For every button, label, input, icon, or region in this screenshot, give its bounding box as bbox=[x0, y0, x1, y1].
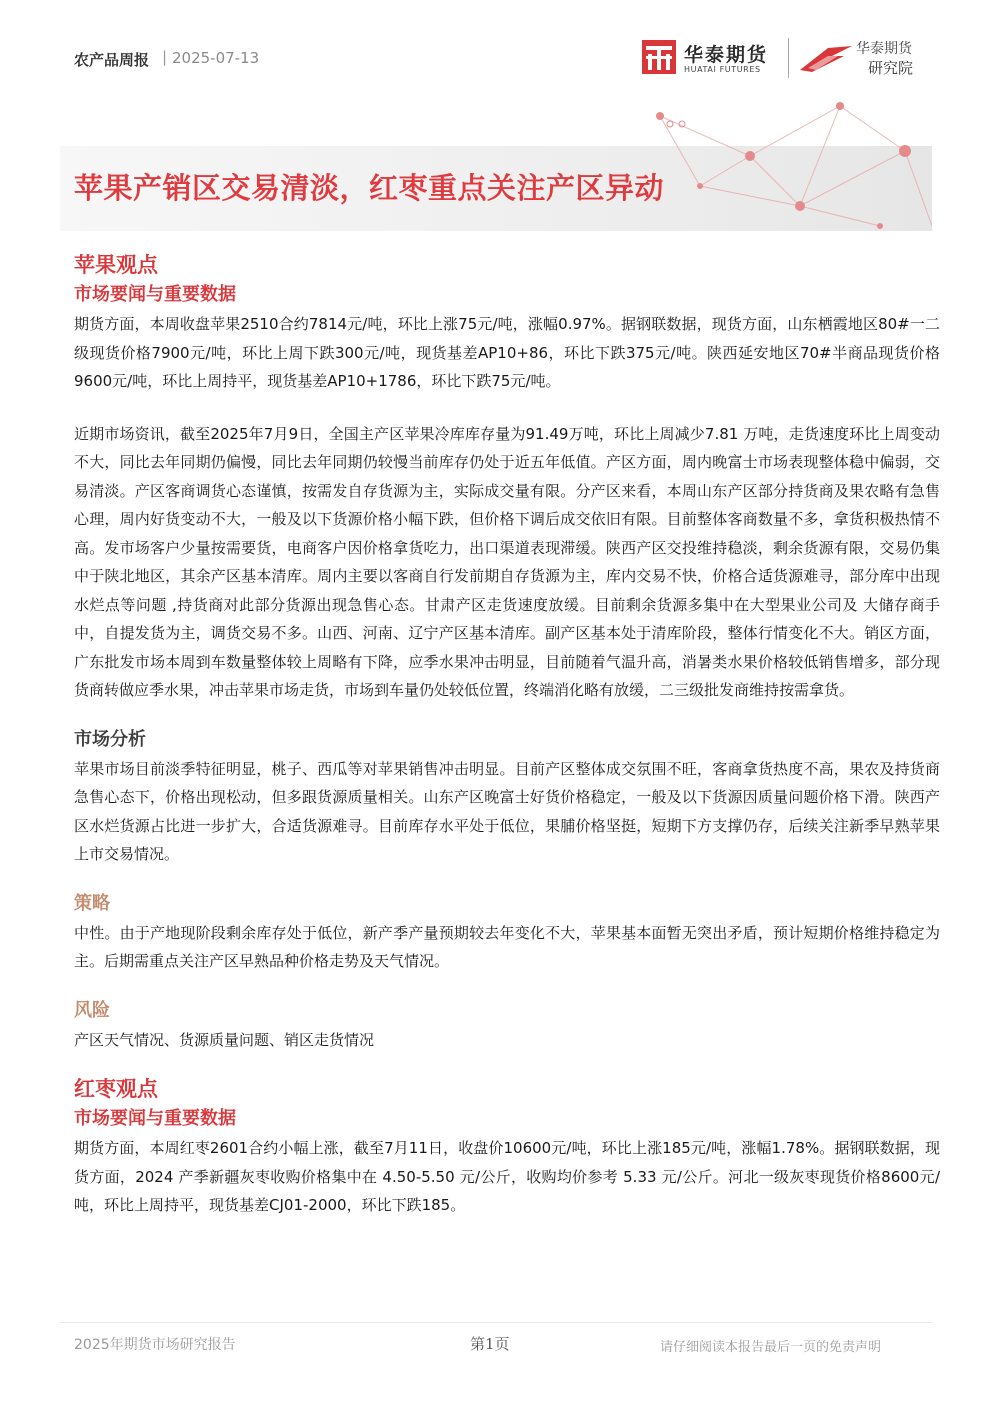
report-type: 农产品周报 bbox=[74, 51, 150, 69]
logo-divider bbox=[788, 38, 789, 78]
apple-strategy-title: 策略 bbox=[74, 892, 110, 914]
apple-analysis-title: 市场分析 bbox=[74, 728, 146, 750]
jujube-market-news-paragraph-1: 期货方面，本周红枣2601合约小幅上涨，截至7月11日，收盘价10600元/吨，环比上涨185元/吨，涨幅1.78%。据钢联数据，现货方面，2024 产季新疆灰枣收购价格集中在 4.50-5.50 元/公斤，收购均价参考 5.33 元/公斤。河北一级灰枣现货价格8600元/吨，环比上周持平，现货基差CJ01-2000，环比下跌185。 bbox=[74, 1139, 940, 1214]
huatai-logo-icon bbox=[642, 40, 676, 74]
apple-risk-title: 风险 bbox=[74, 999, 110, 1021]
report-title: 苹果产销区交易清淡，红枣重点关注产区异动 bbox=[74, 171, 665, 205]
wing-icon bbox=[798, 42, 854, 74]
apple-market-news-paragraph-1: 期货方面，本周收盘苹果2510合约7814元/吨，环比上涨75元/吨，涨幅0.97%。据钢联数据，现货方面，山东栖霞地区80#一二级现货价格7900元/吨，环比上周下跌300元/吨，现货基差AP10+86，环比下跌375元/吨。陕西延安地区70#半商品现货价格9600元/吨，环比上周持平，现货基差AP10+1786，环比下跌75元/吨。 bbox=[74, 315, 940, 390]
report-body bbox=[74, 250, 940, 1220]
apple-risk-text: 产区天气情况、货源质量问题、销区走货情况 bbox=[74, 1030, 375, 1049]
page-number: 第1页 bbox=[470, 1335, 510, 1353]
network-decoration-icon bbox=[60, 86, 932, 231]
apple-section-title: 苹果观点 bbox=[74, 253, 158, 277]
apple-strategy-text: 中性。由于产地现阶段剩余库存处于低位，新产季产量预期较去年变化不大，苹果基本面暂无突出矛盾，预计短期价格维持稳定为主。后期需重点关注产区早熟品种价格走势及天气情况。 bbox=[74, 923, 940, 970]
institute-name-line2: 研究院 bbox=[868, 59, 914, 77]
apple-market-news-paragraph-2: 近期市场资讯，截至2025年7月9日，全国主产区苹果冷库库存量为91.49万吨，环比上周减少7.81 万吨，走货速度环比上周变动不大，同比去年同期仍偏慢，同比去年同期仍较慢当前库存仍处于近五年低值。产区方面，周内晚富士市场表现整体稳中偏弱，交易清淡。产区客商调货心态谨慎，按需发自存货源为主，实际成交量有限。分产区来看，本周山东产区部分持货商及果农略有急售心理，周内好货变动不大，一般及以下货源价格小幅下跌，但价格下调后成交依旧有限。目前整体客商数量不多，拿货积极热情不高。发市场客户少量按需要货，电商客户因价格拿货吃力，出口渠道表现滞缓。陕西产区交投维持稳淡，剩余货源有限，交易仍集中于陕北地区，其余产区基本清库。周内主要以客商自行发前期自存货源为主，库内交易不快，价格合适货源难寻，部分库中出现水烂点等问题 ,持货商对此部分货源出现急售心态。甘肃产区走货速度放缓。目前剩余货源多集中在大型果业公司及 大储存商手中，自提发货为主，调货交易不多。山西、河南、辽宁产区基本清库。副产区基本处于清库阶段，整体行情变化不大。销区方面，广东批发市场本周到车数量整体较上周略有下降，应季水果冲击明显，目前随着气温升高，消暑类水果价格较低销售增多，部分现货商转做应季水果，冲击苹果市场走货，市场到车量仍处较低位置，终端消化略有放缓，二三级批发商维持按需拿货。 bbox=[74, 424, 940, 699]
footer-disclaimer: 请仔细阅读本报告最后一页的免责声明 bbox=[660, 1340, 882, 1355]
title-banner bbox=[60, 86, 932, 231]
institute-name-line1: 华泰期货 bbox=[856, 41, 912, 57]
apple-analysis-text: 苹果市场目前淡季特征明显，桃子、西瓜等对苹果销售冲击明显。目前产区整体成交氛围不旺，客商拿货热度不高，果农及持货商急售心态下，价格出现松动，但多跟货源质量相关。山东产区晚富士好货价格稳定，一般及以下货源因质量问题价格下滑。陕西产区水烂货源占比进一步扩大，合适货源难寻。目前库存水平处于低位，果脯价格坚挺，短期下方支撑仍存，后续关注新季早熟苹果上市交易情况。 bbox=[74, 759, 940, 863]
page-header bbox=[0, 0, 992, 90]
header-separator: | bbox=[162, 48, 168, 66]
page-footer bbox=[0, 1322, 992, 1362]
huatai-futures-logo bbox=[642, 40, 782, 80]
jujube-section-title: 红枣观点 bbox=[74, 1077, 158, 1101]
apple-market-news-title: 市场要闻与重要数据 bbox=[74, 284, 236, 305]
logo-chinese-name: 华泰期货 bbox=[684, 44, 769, 66]
research-institute-logo bbox=[798, 38, 928, 82]
report-date: 2025-07-13 bbox=[172, 49, 260, 67]
footer-report-name: 2025年期货市场研究报告 bbox=[74, 1337, 236, 1353]
footer-divider bbox=[60, 1322, 932, 1323]
logo-english-name: HUATAI FUTURES bbox=[684, 65, 761, 74]
jujube-market-news-title: 市场要闻与重要数据 bbox=[74, 1108, 236, 1129]
